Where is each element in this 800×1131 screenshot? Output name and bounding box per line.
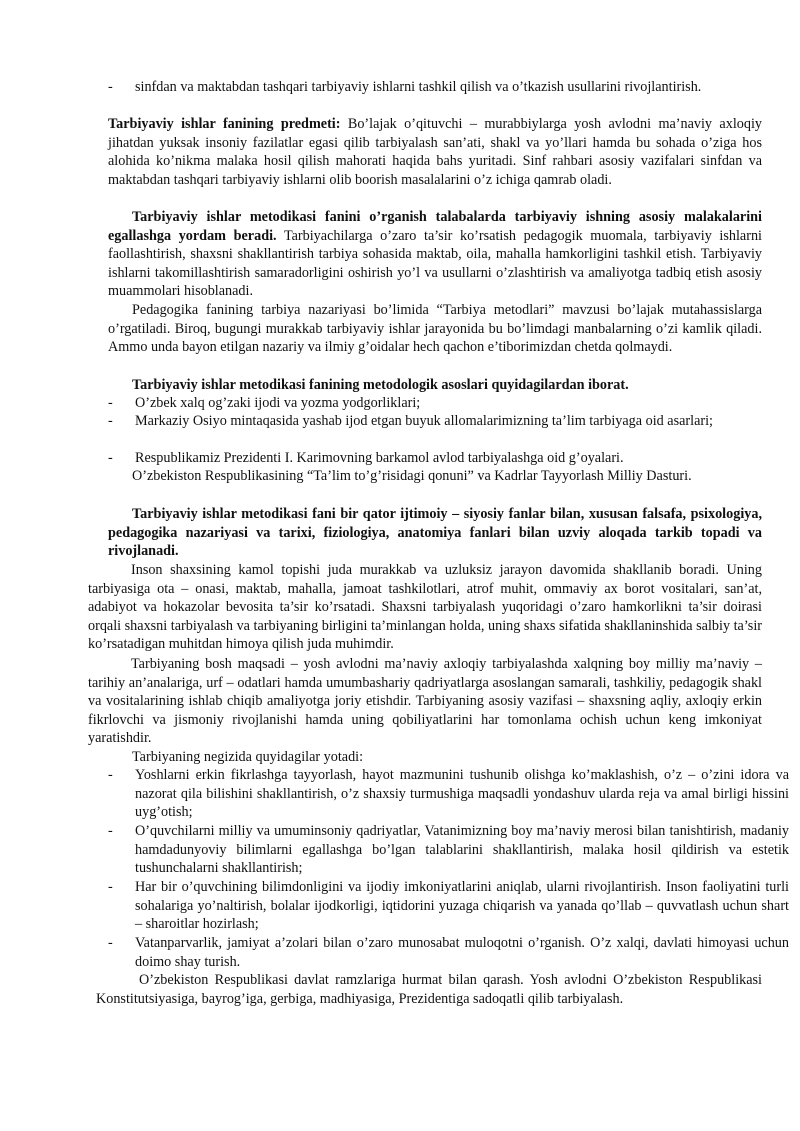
list-item: [108, 78, 789, 97]
list-item-text: O’zbek xalq og’zaki ijodi va yozma yodgorliklari;: [135, 395, 421, 411]
list-item-text: Har bir o’quvchining bilimdonligini va ijodiy imkoniyatlarini aniqlab, ularni rivojlantirish. Inson faoliyatini turli sohalariga yo’naltirish, bolalar ijodkorligi, iqtidorini yuzaga chiqarish va yanada qo’llab – quvvatlash uchun shart – sharoitlar hozirlash;: [135, 879, 789, 933]
dash-marker: -: [108, 450, 113, 466]
list-item: [108, 934, 789, 971]
paragraph-negiz: Tarbiyaning negizida quyidagilar yotadi:: [132, 749, 364, 765]
list-item-text: sinfdan va maktabdan tashqari tarbiyaviy ishlarni tashkil qilish va o’tkazish usullarini rivojlantirish.: [135, 79, 702, 95]
paragraph-qonun: O’zbekiston Respublikasining “Ta’lim to’g’risidagi qonuni” va Kadrlar Tayyorlash Milliy Dasturi.: [132, 468, 692, 484]
dash-marker: -: [108, 79, 113, 95]
paragraph-predmet: [108, 115, 762, 189]
dash-marker: -: [108, 823, 113, 839]
list-item: [108, 394, 789, 413]
dash-marker: -: [108, 935, 113, 951]
paragraph-text: Bo’lajak o’qituvchi – murabbiylarga yosh avlodni ma’naviy axloqiy jihatdan yuksak insoniy fazilatlar egasi qilib tarbiyalash san’ati, shakl va yo’llari hamda bu sohada o’ziga hos alohida ko’nikma malaka hosil qilish mahorati haqida bahs yuritadi. Sinf rahbari asosiy vazifalari sinfdan va maktabdan tashqari tarbiyaviy ishlarni olib boorish masalalarini o’z ichiga qamrab oladi.: [108, 116, 762, 188]
section-heading: [108, 376, 762, 395]
heading-text: Tarbiyaviy ishlar metodikasi fanining metodologik asoslari quyidagilardan iborat.: [132, 377, 629, 393]
list-item: [108, 449, 789, 468]
list-item-text: Vatanparvarlik, jamiyat a’zolari bilan o’zaro munosabat muloqotni o’rganish. O’z xalqi, davlati himoyasi uchun doimo shay turish.: [135, 935, 789, 970]
list-item-text: Yoshlarni erkin fikrlashga tayyorlash, hayot mazmunini tushunib olishga ko’maklashish, o’z – o’zini idora va nazorat qila bilishini shakllantirish, o’z shaxsiy turmushiga maqsadli yondashuv ularda reja va amal birligi hissini uyg’otish;: [135, 767, 789, 821]
paragraph-text: Tarbiyachilarga o’zaro ta’sir ko’rsatish pedagogik muomala, tarbiyaviy ishlarni faollashtirish, shaxsni shakllantirish tarbiya sohasida maktab, oila, mahalla hamkorligini tashkil etish. Tarbiyaviy ishlarni takomillashtirish samaradorligini oshirish yo’l va usullarni o’zlashtirish va amaliyotga tadbiq etish asosiy muammolari hisoblanadi.: [108, 227, 762, 300]
list-item-text: O’quvchilarni milliy va umuminsoniy qadriyatlar, Vatanimizning boy ma’naviy merosi bilan tanishtirish, madaniy hamdadunyoviy bilimlarni egallashga bo’lgan talablarini shakllantirish, malaka hosil qildirish va estetik tushunchalarni shakllantirish;: [135, 823, 789, 877]
dash-marker: -: [108, 413, 113, 429]
dash-marker: -: [108, 879, 113, 895]
paragraph-heading: Tarbiyaviy ishlar metodikasi fanini o’rganish talabalarda tarbiyaviy ishning asosiy malakalarini egallashga yordam beradi.: [108, 209, 762, 244]
dash-marker: -: [108, 395, 113, 411]
paragraph-shaxs: Inson shaxsining kamol topishi juda murakkab va uzluksiz jarayon davomida shakllanib boradi. Uning tarbiyasiga ota – onasi, maktab, mahalla, jamoat tashkilotlari, atrof muhit, ommaviy ax borot vositalari, san’at, adabiyot va hokazolar bevosita ta’sir ko’rsatadi. Shaxsni tarbiyalash yuqoridagi o’zaro hamkorlikni ta’sir doirasi orqali shaxsni tarbiyalash va tarbiyaning birligini ta’minlangan holda, uning shaxs sifatida shakllaninshida salbiy ta’sir ko’rsatadigan muhitdan himoya qilish juda muhimdir.: [88, 562, 762, 653]
paragraph-metodika: [108, 208, 762, 301]
paragraph-pedagogika: Pedagogika fanining tarbiya nazariyasi bo’limida “Tarbiya metodlari” mavzusi bo’lajak mutahassislarga o’rgatiladi. Biroq, bugungi murakkab tarbiyaviy ishlar jarayonida bu bo’limdagi manbalarning o’zi kamlik qiladi. Ammo unda bayon etilgan nazariy va ilmiy g’oidalar hech qachon e’tiborimizdan chetda qolmaydi.: [108, 302, 762, 356]
dash-marker: -: [108, 767, 113, 783]
list-item-text: Respublikamiz Prezidenti I. Karimovning barkamol avlod tarbiyalashga oid g’oyalari.: [135, 450, 624, 466]
paragraph-heading: Tarbiyaviy ishlar metodikasi fani bir qator ijtimoiy – siyosiy fanlar bilan, xususan falsafa, psixologiya, pedagogika nazariyasi va tarixi, fiziologiya, anatomiya fanlari bilan uzviy aloqada tarkib topadi va rivojlanadi.: [108, 506, 762, 560]
paragraph-fanlar: [108, 505, 762, 561]
list-item: [108, 766, 789, 822]
list-item-text: Markaziy Osiyo mintaqasida yashab ijod etgan buyuk allomalarimizning ta’lim tarbiyaga oid asarlari;: [135, 413, 713, 429]
paragraph-heading: Tarbiyaviy ishlar fanining predmeti:: [108, 116, 341, 132]
paragraph-ramzlar: O’zbekiston Respublikasi davlat ramzlariga hurmat bilan qarash. Yosh avlodni O’zbekiston Respublikasi Konstitutsiyasiga, bayrog’iga, gerbiga, madhiyasiga, Prezidentiga sadoqatli qilib tarbiyalash.: [96, 972, 762, 1007]
paragraph-maqsad: Tarbiyaning bosh maqsadi – yosh avlodni ma’naviy axloqiy tarbiyalashda xalqning boy milliy ma’naviy – tarihiy an’analariga, urf – odatlari hamda umumbashariy qadriyatlarga asoslangan samarali, tashkiliy, pedagogik shakl va vositalarining ishlab chiqib amaliyotga joriy etishdir. Tarbiyaning asosiy vazifasi – shaxsning aqliy, axloqiy erkin fikrlovchi va jismoniy rivojlanishi hamda uning qobiliyatlarini har tomonlama ochish uchun keng imkoniyat yaratishdir.: [88, 656, 762, 747]
list-item: [108, 878, 789, 934]
list-item: [108, 412, 789, 431]
list-item: [108, 822, 789, 878]
